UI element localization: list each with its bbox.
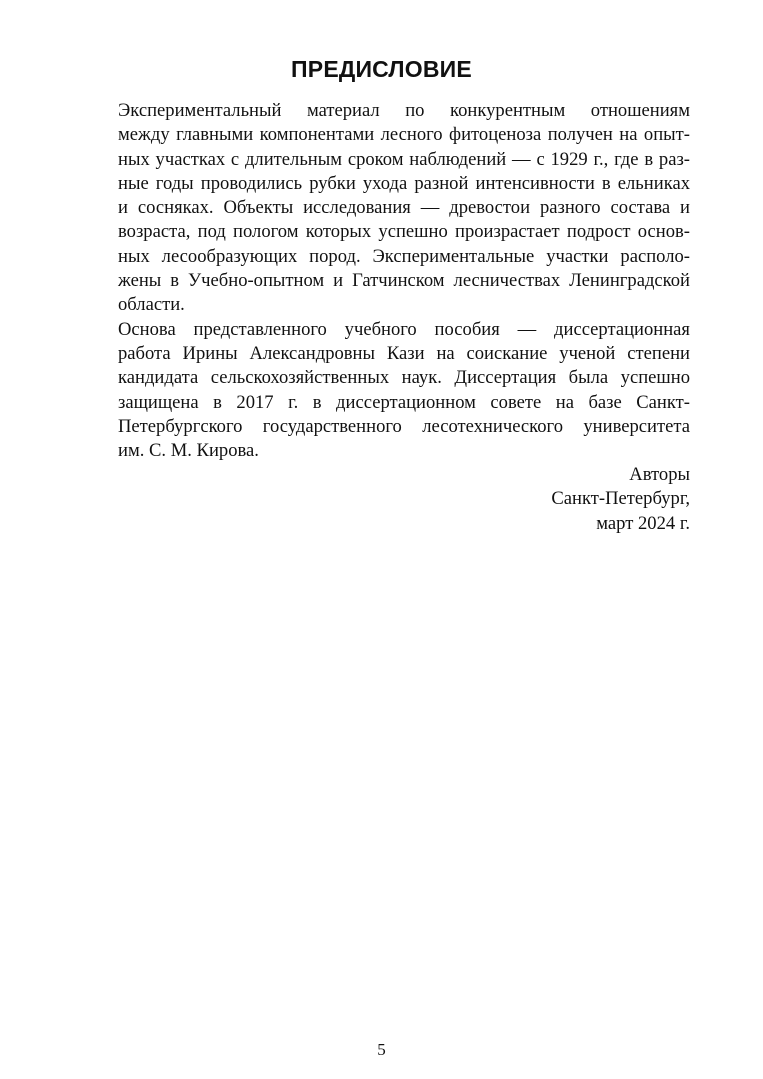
text-line: ных лесообразующих пород. Экспериментальные участки располо-	[118, 245, 690, 267]
preface-body	[72, 99, 690, 463]
text-line: Основа представленного учебного пособия — диссертационная	[118, 318, 690, 340]
signature-block	[551, 463, 690, 536]
text-line: работа Ирины Александровны Кази на соискание ученой степени	[118, 342, 690, 364]
paragraph-1	[72, 99, 690, 318]
text-line: жены в Учебно-опытном и Гатчинском лесничествах Ленинградской	[118, 270, 690, 292]
page-number: 5	[377, 1040, 386, 1059]
text-line: между главными компонентами лесного фитоценоза получен на опыт-	[118, 124, 690, 146]
signature-city: Санкт-Петербург,	[551, 488, 690, 510]
text-line: Петербургского государственного лесотехнического университета	[118, 415, 690, 437]
text-line: и сосняках. Объекты исследования — древостои разного состава и	[118, 197, 690, 219]
signature-authors: Авторы	[629, 464, 690, 485]
text-line: Экспериментальный материал по конкурентным отношениям	[118, 100, 690, 121]
text-line: ных участках с длительным сроком наблюдений — с 1929 г., где в раз-	[118, 148, 690, 170]
page-title: ПРЕДИСЛОВИЕ	[291, 56, 472, 82]
text-line: возраста, под пологом которых успешно произрастает подрост основ-	[118, 221, 690, 243]
paragraph-2	[72, 318, 690, 464]
text-line: им. С. М. Кирова.	[118, 440, 259, 462]
signature-date: март 2024 г.	[596, 512, 690, 534]
text-line: защищена в 2017 г. в диссертационном совете на базе Санкт-	[118, 391, 690, 413]
text-line: области.	[118, 294, 185, 316]
text-line: ные годы проводились рубки ухода разной интенсивности в ельниках	[118, 172, 690, 194]
text-line: кандидата сельскохозяйственных наук. Диссертация была успешно	[118, 367, 690, 389]
